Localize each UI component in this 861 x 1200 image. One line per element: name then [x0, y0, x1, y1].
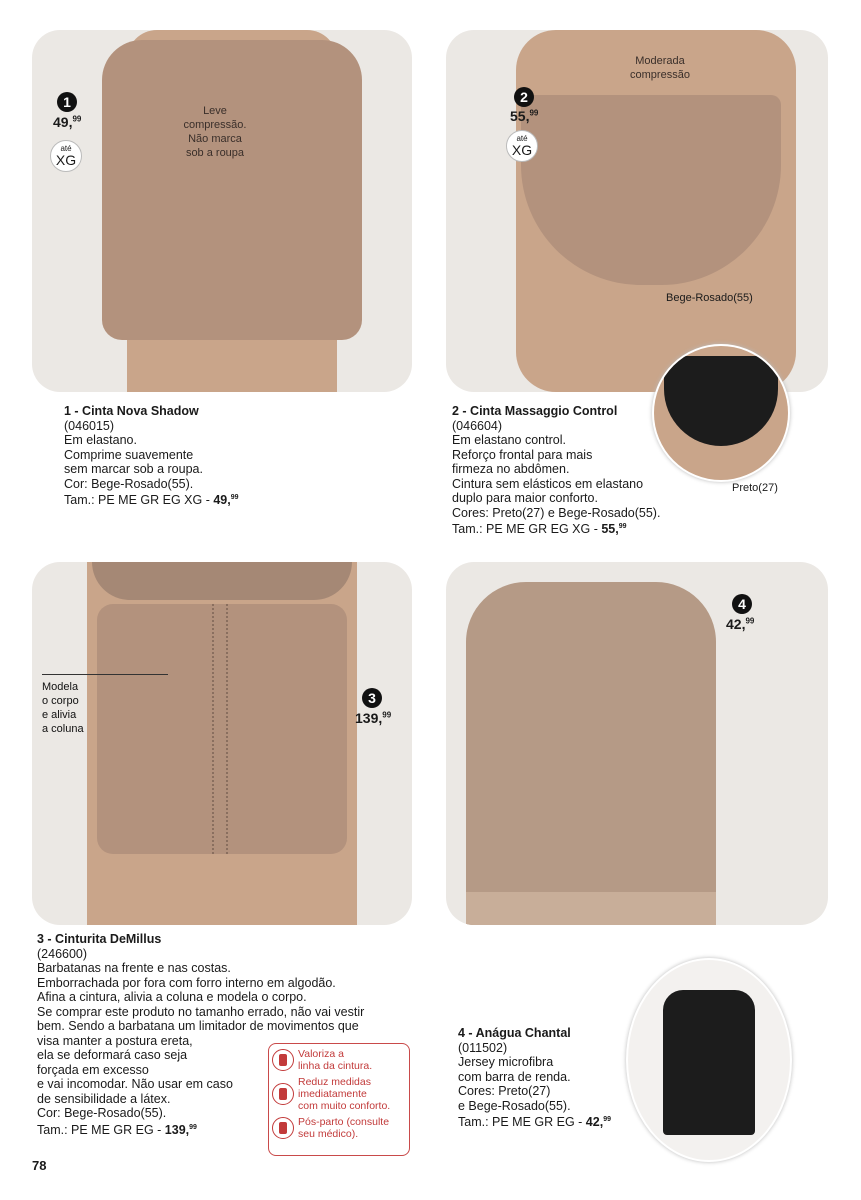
hook-closure: [212, 604, 228, 854]
product-2-price: 55,99: [510, 108, 539, 124]
product-2-black-inset: [652, 344, 790, 482]
product-4-price: 42,99: [726, 616, 755, 632]
size-badge: até XG: [50, 140, 82, 172]
product-2-number: 2: [514, 87, 534, 107]
product-4-black-inset: [626, 958, 792, 1162]
product-1-photo: [32, 30, 412, 392]
benefit-item: Valoriza a linha da cintura.: [272, 1048, 409, 1072]
product-1-description: 1 - Cinta Nova Shadow (046015) Em elastano. Comprime suavemente sem marcar sob a roupa. Cor: Bege-Rosado(55). Tam.: PE ME GR EG XG - 49,99: [64, 404, 239, 508]
color-label-beige: Bege-Rosado(55): [666, 292, 753, 304]
bra: [92, 562, 352, 600]
slip-skirt: [466, 582, 716, 925]
color-label-black: Preto(27): [732, 482, 778, 494]
product-3-note: Modela o corpo e alivia a coluna: [42, 681, 84, 735]
lace-hem: [466, 892, 716, 925]
shorts-garment: [102, 40, 362, 340]
product-1-number: 1: [57, 92, 77, 112]
body-measure-icon: [272, 1083, 294, 1105]
product-3-description: 3 - Cinturita DeMillus (246600) Barbatanas na frente e nas costas. Emborrachada por fora com forro interno em algodão. Afina a cintura, alivia a coluna e modela o corpo. Se comprar este produto no tamanho errado, não vai vestir bem. Sendo a barbatana um limitador de movimentos que visa manter a postura ereta, ela se deformará caso seja forçada em excesso e vai incomodar. Não usar em caso de sensibilidade a látex. Cor: Bege-Rosado(55). Tam.: PE ME GR EG - 139,99: [37, 932, 365, 1137]
product-4-description: 4 - Anágua Chantal (011502) Jersey microfibra com barra de renda. Cores: Preto(27) e Bege-Rosado(55). Tam.: PE ME GR EG - 42,99: [458, 1026, 611, 1130]
product-3-price: 139,99: [355, 710, 392, 726]
postpartum-icon: [272, 1117, 294, 1139]
product-1-price: 49,99: [53, 114, 82, 130]
product-4-number: 4: [732, 594, 752, 614]
black-slip: [663, 990, 755, 1135]
benefits-box: [268, 1043, 410, 1156]
product-2-note: Moderada compressão: [630, 55, 690, 81]
note-pointer-line: [42, 674, 168, 675]
product-3-number: 3: [362, 688, 382, 708]
product-2-photo: [446, 30, 828, 392]
product-4-photo: [446, 562, 828, 925]
waist-icon: [272, 1049, 294, 1071]
benefit-item: Pós-parto (consulte seu médico).: [272, 1116, 409, 1140]
product-2-description: 2 - Cinta Massaggio Control (046604) Em elastano control. Reforço frontal para mais firmeza no abdômen. Cintura sem elásticos em elastano duplo para maior conforto. Cores: Preto(27) e Bege-Rosado(55). Tam.: PE ME GR EG XG - 55,99: [452, 404, 661, 537]
page-number: 78: [32, 1158, 47, 1173]
benefit-item: Reduz medidas imediatamente com muito conforto.: [272, 1076, 409, 1112]
size-badge: até XG: [506, 130, 538, 162]
product-3-photo: [32, 562, 412, 925]
product-1-note: Leve compressão. Não marca sob a roupa: [183, 105, 247, 159]
